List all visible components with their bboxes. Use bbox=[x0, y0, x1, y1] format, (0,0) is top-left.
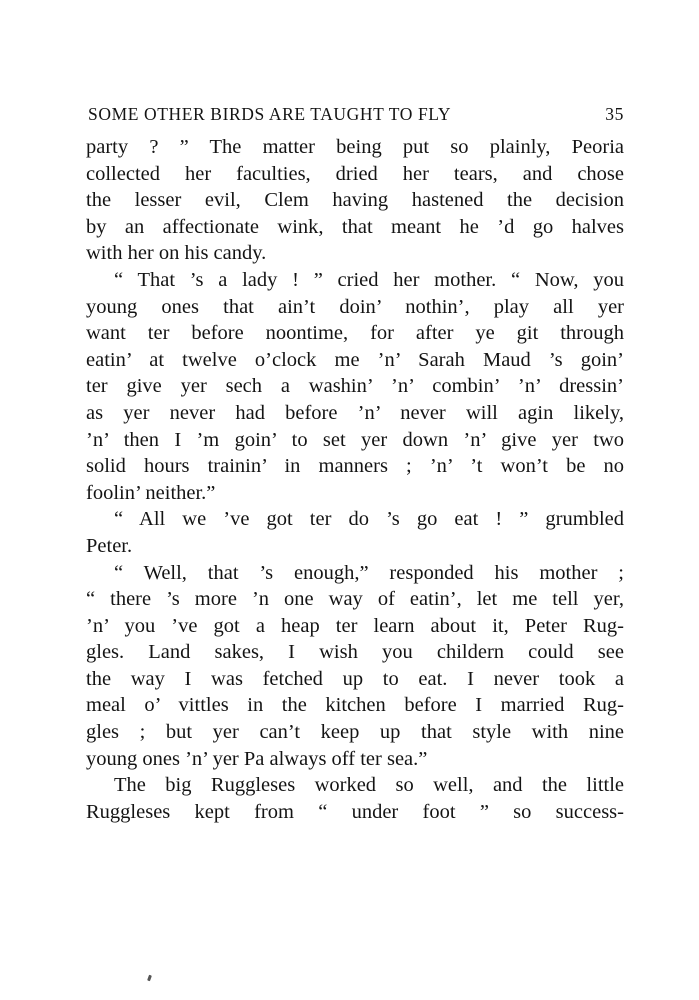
running-head bbox=[88, 104, 624, 125]
text-line: “ All we ’ve got ter do ’s go eat ! ” grumbled bbox=[114, 508, 624, 531]
text-line: “ there ’s more ’n one way of eatin’, let me tell yer, bbox=[86, 588, 624, 611]
page-number: 35 bbox=[605, 104, 624, 124]
text-line: ’n’ you ’ve got a heap ter learn about it, Peter Rug- bbox=[86, 614, 624, 637]
text-line: the lesser evil, Clem having hastened the decision bbox=[86, 189, 624, 212]
text-line: Ruggleses kept from “ under foot ” so success- bbox=[86, 800, 624, 823]
paper-speck bbox=[147, 975, 152, 982]
text-line: young ones ’n’ yer Pa always off ter sea.” bbox=[86, 747, 428, 770]
text-line: gles. Land sakes, I wish you childern could see bbox=[86, 641, 624, 664]
text-line: by an affectionate wink, that meant he ’d go halves bbox=[86, 215, 624, 238]
text-line: young ones that ain’t doin’ nothin’, play all yer bbox=[86, 295, 624, 318]
text-line: meal o’ vittles in the kitchen before I married Rug- bbox=[86, 694, 624, 717]
text-line: ter give yer sech a washin’ ’n’ combin’ ’n’ dressin’ bbox=[86, 375, 624, 398]
text-line: gles ; but yer can’t keep up that style with nine bbox=[86, 721, 624, 744]
text-line: want ter before noontime, for after ye git through bbox=[86, 322, 624, 345]
text-line: eatin’ at twelve o’clock me ’n’ Sarah Maud ’s goin’ bbox=[86, 348, 624, 371]
text-line: “ That ’s a lady ! ” cried her mother. “ Now, you bbox=[114, 268, 624, 291]
text-line: The big Ruggleses worked so well, and the little bbox=[114, 774, 624, 797]
text-line: party ? ” The matter being put so plainly, Peoria bbox=[86, 136, 624, 158]
text-line: “ Well, that ’s enough,” responded his mother ; bbox=[114, 561, 624, 584]
text-line: ’n’ then I ’m goin’ to set yer down ’n’ give yer two bbox=[86, 428, 624, 451]
text-line: collected her faculties, dried her tears, and chose bbox=[86, 162, 624, 185]
chapter-title: SOME OTHER BIRDS ARE TAUGHT TO FLY bbox=[88, 104, 452, 124]
text-line: as yer never had before ’n’ never will agin likely, bbox=[86, 401, 624, 424]
text-line: solid hours trainin’ in manners ; ’n’ ’t won’t be no bbox=[86, 455, 624, 478]
body-text bbox=[86, 134, 624, 825]
text-line: foolin’ neither.” bbox=[86, 481, 216, 504]
text-line: the way I was fetched up to eat. I never took a bbox=[86, 667, 624, 690]
text-line: with her on his candy. bbox=[86, 242, 267, 265]
text-line: Peter. bbox=[86, 534, 133, 557]
